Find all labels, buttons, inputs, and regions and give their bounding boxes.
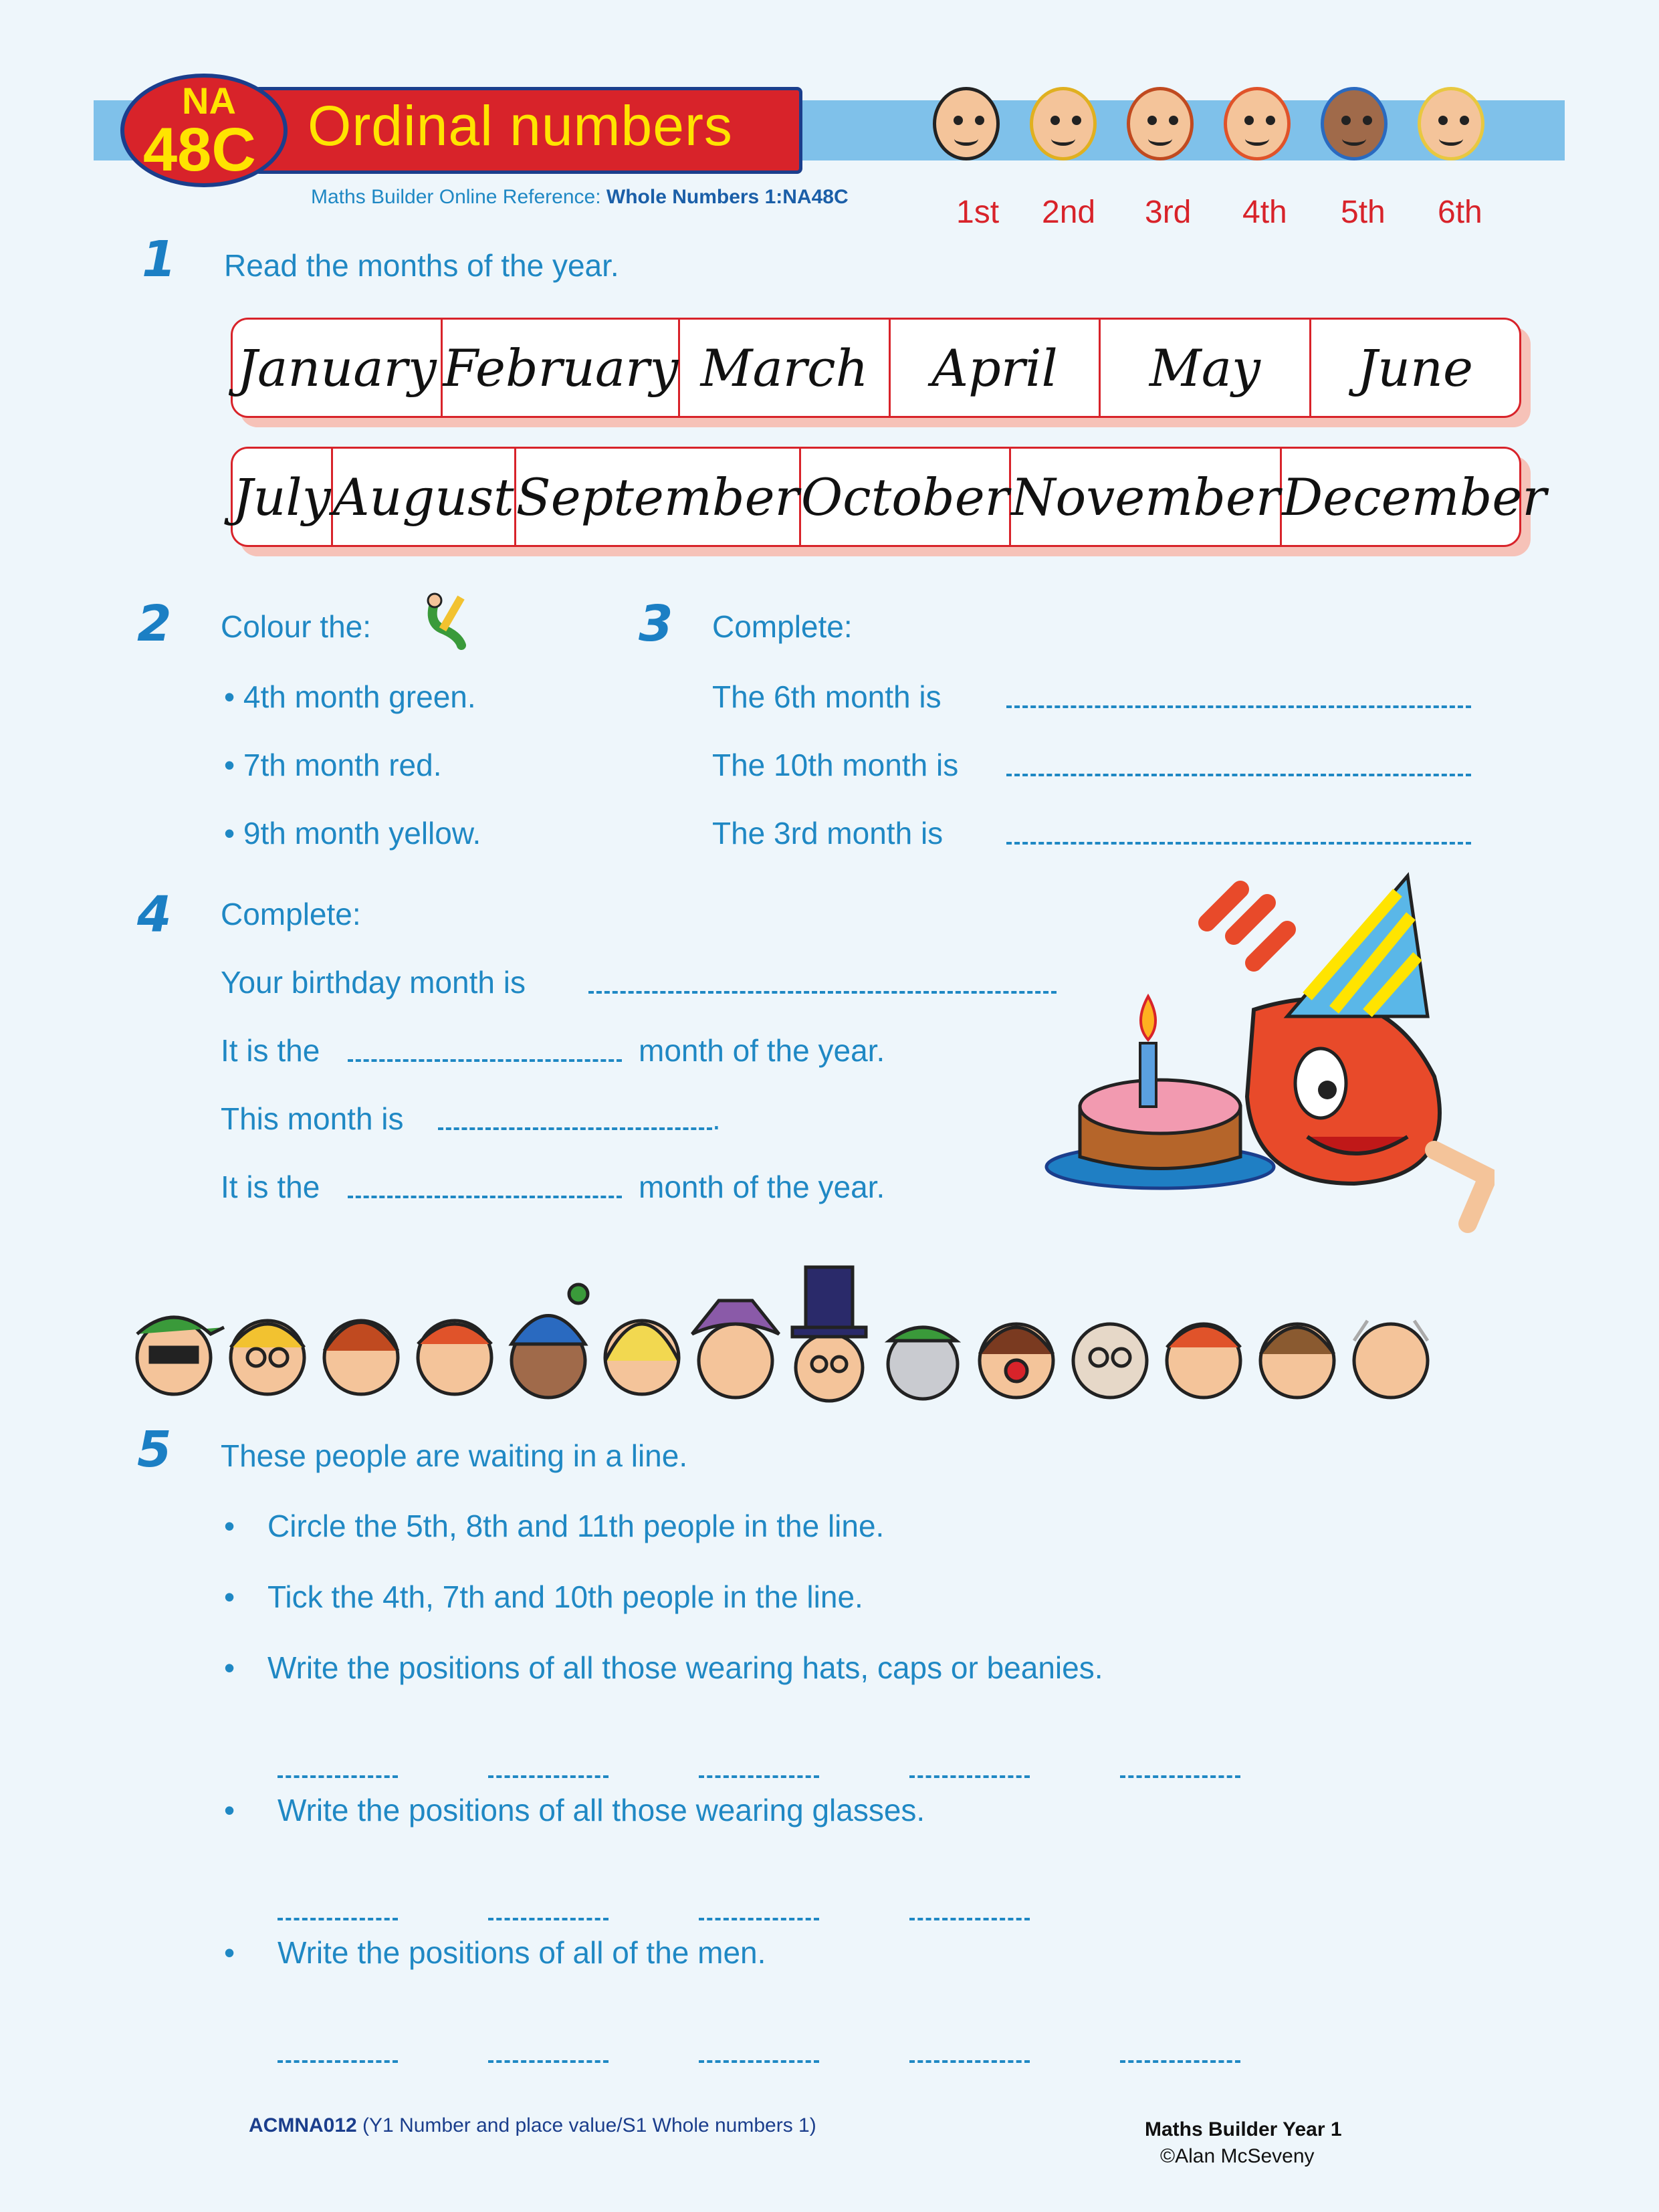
person-3 [324,1321,398,1394]
curriculum-code: ACMNA012 (Y1 Number and place value/S1 Whole numbers 1) [249,2114,816,2136]
month-cell[interactable]: June [1357,338,1473,398]
answer-line[interactable] [348,1059,622,1062]
topic-code-number: 48C [143,116,256,184]
cartoon-face-icon [1321,87,1388,160]
bullet-marker: • [224,1935,235,1970]
answer-line[interactable] [909,1775,1030,1778]
topic-code-strand: NA [182,80,236,122]
month-cell[interactable]: November [1011,449,1282,545]
answer-line[interactable] [699,1918,819,1920]
answer-line[interactable] [488,2060,609,2063]
question-4-line: It is the [221,1033,320,1068]
question-3-item: The 3rd month is [712,816,944,851]
cartoon-face-icon [1418,87,1484,160]
answer-line[interactable] [278,1918,398,1920]
question-5-instruction: These people are waiting in a line. [221,1438,688,1473]
cartoon-face-icon [1127,87,1194,160]
birthday-cake-mascot-illustration [1033,863,1495,1237]
question-3-item: The 6th month is [712,679,942,714]
answer-line[interactable] [909,1918,1030,1920]
person-5-beanie [512,1285,588,1398]
bullet-marker: • [224,1579,235,1614]
bullet-marker: • [224,1650,235,1685]
person-10 [980,1324,1053,1398]
question-3-item: The 10th month is [712,748,959,782]
pencil-worm-icon [421,588,475,652]
bullet-marker: • [224,1509,235,1543]
question-5-bullet: Write the positions of all of the men. [278,1935,766,1970]
question-4-line: It is the [221,1170,320,1204]
page-title: Ordinal numbers [308,94,733,157]
answer-line[interactable] [278,2060,398,2063]
person-12 [1167,1324,1240,1398]
question-2-item: • 7th month red. [224,748,442,782]
ordinal-label: 2nd [1042,195,1096,230]
copyright: ©Alan McSeveny [1160,2145,1315,2167]
ordinal-label: 3rd [1145,195,1192,230]
question-5-bullet: Tick the 4th, 7th and 10th people in the line. [267,1579,863,1614]
ordinal-label: 4th [1242,195,1287,230]
question-number: 1 [142,231,177,288]
question-5-bullet: Write the positions of all those wearing glasses. [278,1793,925,1828]
question-4-line: . [712,1101,721,1136]
answer-line[interactable] [1006,705,1471,708]
answer-line[interactable] [1006,842,1471,845]
cartoon-face-icon [1030,87,1097,160]
question-4-line: This month is [221,1101,404,1136]
question-number: 2 [137,595,172,653]
question-2-item: • 9th month yellow. [224,816,481,851]
online-reference: Maths Builder Online Reference: Whole Numbers 1:NA48C [311,186,849,208]
answer-line[interactable] [278,1775,398,1778]
month-cell[interactable]: July [233,449,333,545]
ordinal-label: 6th [1438,195,1482,230]
question-1-instruction: Read the months of the year. [224,248,619,283]
month-cell[interactable]: August [333,449,516,545]
month-cell[interactable]: October [801,449,1011,545]
month-cell[interactable]: March [680,320,890,416]
ordinal-label: 1st [956,195,1000,230]
question-4-line: month of the year. [639,1033,885,1068]
month-cell[interactable]: September [516,449,801,545]
question-2-instruction: Colour the: [221,609,372,644]
months-row-2 [231,447,1547,547]
answer-line[interactable] [1120,2060,1240,2063]
question-4-line: month of the year. [639,1170,885,1204]
person-13 [1260,1324,1334,1398]
answer-line[interactable] [488,1918,609,1920]
question-4-line: Your birthday month is [221,965,526,1000]
month-cell[interactable]: April [891,320,1101,416]
question-number: 5 [137,1421,172,1478]
book-title: Maths Builder Year 1 [1145,2118,1342,2140]
month-cell[interactable]: February [443,320,680,416]
answer-line[interactable] [1006,774,1471,776]
answer-line[interactable] [438,1127,712,1130]
person-4 [418,1321,491,1394]
question-5-bullet: Write the positions of all those wearing hats, caps or beanies. [267,1650,1103,1685]
answer-line[interactable] [699,1775,819,1778]
person-7-hat [692,1301,779,1398]
person-14 [1354,1321,1428,1398]
answer-line[interactable] [348,1196,622,1198]
person-2-glasses [231,1321,304,1394]
question-number: 4 [137,886,172,944]
month-cell[interactable]: January [233,320,443,416]
person-8-top-hat-glasses [792,1267,866,1401]
person-9-cap [888,1327,958,1399]
person-11-glasses [1073,1324,1147,1398]
person-6 [605,1321,679,1394]
question-number: 3 [639,595,673,653]
question-3-instruction: Complete: [712,609,853,644]
ordinal-label: 5th [1341,195,1386,230]
month-cell[interactable]: May [1101,320,1311,416]
cartoon-face-icon [933,87,1000,160]
people-line [110,1260,1515,1414]
question-2-item: • 4th month green. [224,679,476,714]
answer-line[interactable] [699,2060,819,2063]
answer-line[interactable] [588,991,1057,994]
person-1-cap-glasses [137,1317,224,1394]
month-cell[interactable]: December [1282,467,1547,527]
answer-line[interactable] [909,2060,1030,2063]
question-4-instruction: Complete: [221,897,361,931]
cartoon-face-icon [1224,87,1291,160]
answer-line[interactable] [1120,1775,1240,1778]
answer-line[interactable] [488,1775,609,1778]
question-5-bullet: Circle the 5th, 8th and 11th people in the line. [267,1509,885,1543]
months-row-1 [231,318,1521,418]
bullet-marker: • [224,1793,235,1828]
